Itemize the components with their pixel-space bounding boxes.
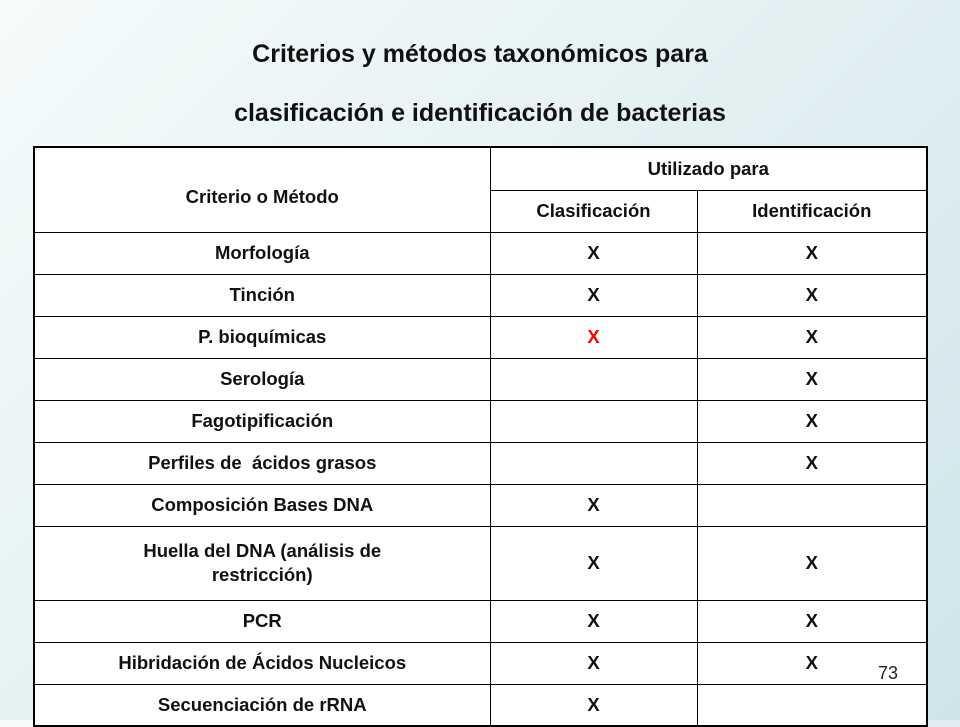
method-cell: Fagotipificación: [34, 400, 490, 442]
classification-mark: X: [490, 484, 697, 526]
classification-mark: [490, 442, 697, 484]
identification-mark: X: [697, 526, 927, 600]
method-cell: Serología: [34, 358, 490, 400]
table-row: [34, 316, 927, 358]
taxonomic-criteria-table: [33, 146, 928, 727]
table-header-row: [34, 147, 927, 190]
identification-mark: X: [697, 400, 927, 442]
method-cell: P. bioquímicas: [34, 316, 490, 358]
table-row: [34, 526, 927, 600]
header-used-for: Utilizado para: [490, 147, 927, 190]
method-cell: Tinción: [34, 274, 490, 316]
method-cell: Hibridación de Ácidos Nucleicos: [34, 642, 490, 684]
table-row: [34, 442, 927, 484]
classification-mark: X: [490, 642, 697, 684]
identification-mark: X: [697, 316, 927, 358]
page-number: 73: [878, 663, 899, 683]
method-cell: Secuenciación de rRNA: [34, 684, 490, 726]
identification-mark: [697, 484, 927, 526]
header-classification: Clasificación: [490, 190, 697, 232]
classification-mark: X: [490, 232, 697, 274]
table-row: [34, 400, 927, 442]
classification-mark: X: [490, 526, 697, 600]
identification-mark: X: [697, 600, 927, 642]
method-cell: Morfología: [34, 232, 490, 274]
slide-title-line-2: clasificación e identificación de bacterias: [234, 99, 726, 127]
header-identification: Identificación: [697, 190, 927, 232]
classification-mark: [490, 358, 697, 400]
method-cell: PCR: [34, 600, 490, 642]
identification-mark: X: [697, 442, 927, 484]
classification-mark: X: [490, 274, 697, 316]
classification-mark: [490, 400, 697, 442]
table-row: [34, 274, 927, 316]
slide-title-line-1: Criterios y métodos taxonómicos para: [252, 40, 708, 68]
table-row: [34, 358, 927, 400]
identification-mark: X: [697, 274, 927, 316]
table-row: [34, 600, 927, 642]
method-cell: Huella del DNA (análisis de restricción): [34, 526, 490, 600]
identification-mark: X: [697, 232, 927, 274]
method-cell: Composición Bases DNA: [34, 484, 490, 526]
table-row: [34, 642, 927, 684]
identification-mark: X: [697, 358, 927, 400]
method-cell: Perfiles de ácidos grasos: [34, 442, 490, 484]
classification-mark: X: [490, 684, 697, 726]
classification-mark: X: [490, 600, 697, 642]
header-criterion: Criterio o Método: [34, 147, 490, 232]
table-row: [34, 484, 927, 526]
table-row: [34, 232, 927, 274]
identification-mark: X: [697, 642, 927, 684]
classification-mark-highlighted: X: [490, 316, 697, 358]
